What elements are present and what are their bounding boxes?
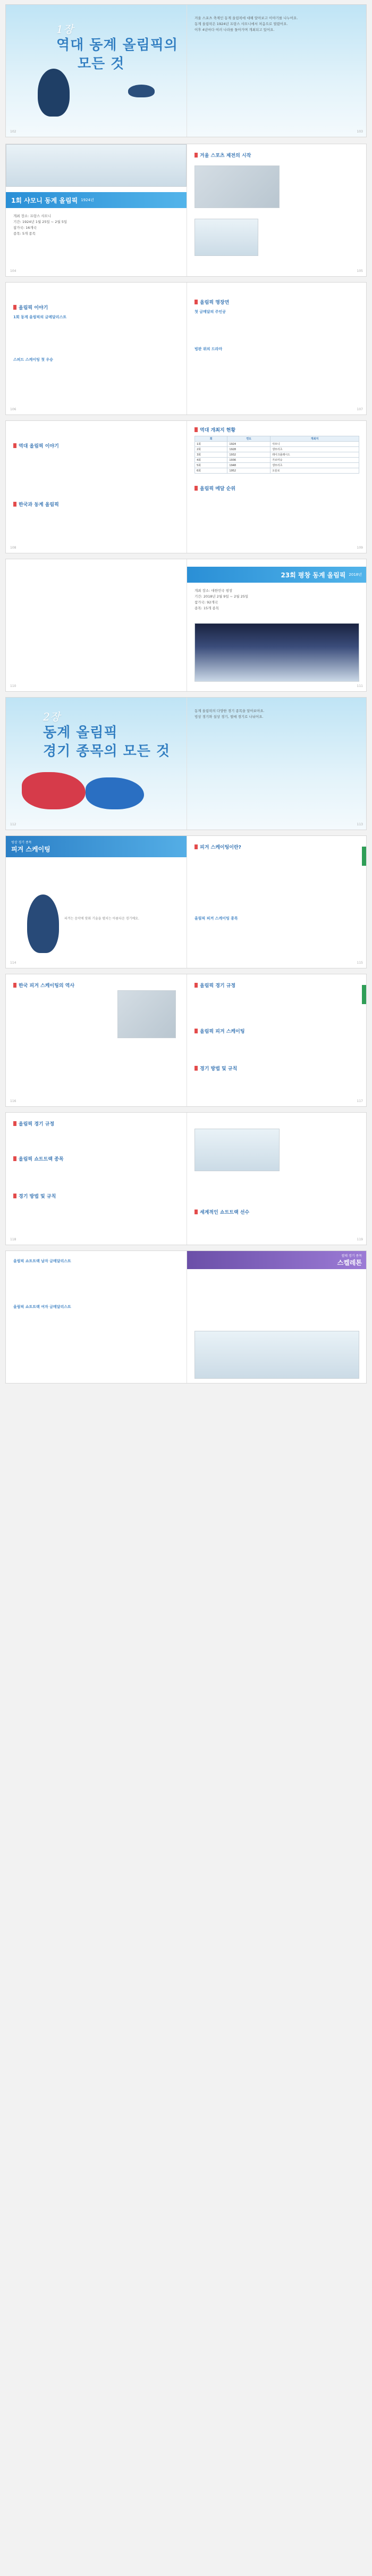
- page-left: [6, 974, 187, 1106]
- chapter-title-line-1: 동계 올림픽: [43, 725, 118, 741]
- section-kicker: 썰매 경기 종목: [341, 1254, 362, 1258]
- heading-flag-icon: [195, 844, 198, 849]
- chapter-title-line-2: 모든 것: [78, 56, 125, 72]
- section-heading: 겨울 스포츠 제전의 시작: [195, 152, 251, 159]
- sub-heading: 첫 금메달의 주인공: [195, 310, 226, 314]
- heading-flag-icon: [195, 1210, 198, 1214]
- page-left: [6, 559, 187, 691]
- section-heading: 올림픽 피겨 스케이팅: [195, 1028, 245, 1034]
- chapter-side-tab: [362, 847, 367, 866]
- section-heading: 역대 올림픽 이야기: [13, 442, 59, 449]
- heading-flag-icon: [195, 153, 198, 158]
- heading-flag-icon: [13, 1121, 16, 1126]
- heading-flag-icon: [13, 502, 16, 507]
- event-info: [195, 588, 359, 611]
- page-number: 107: [357, 408, 363, 411]
- page-number: 114: [10, 961, 16, 965]
- info-line: 참가국: 92개국: [195, 600, 218, 604]
- section-year: 1924년: [81, 198, 94, 202]
- ski-jumper-illustration: [128, 85, 155, 97]
- chapter-tag: 1장: [56, 23, 74, 36]
- page-number: 117: [357, 1099, 363, 1103]
- page-left: [6, 1113, 187, 1245]
- page-number: 110: [10, 684, 16, 688]
- section-title-bar: [6, 192, 187, 208]
- sub-heading: 올림픽 쇼트트랙 남자 금메달리스트: [13, 1259, 71, 1263]
- intro-line: 동계 올림픽은 1924년 프랑스 샤모니에서 처음으로 열렸어요.: [195, 22, 288, 26]
- page-number: 103: [357, 130, 363, 134]
- info-line: 개최 장소: 프랑스 샤모니: [13, 214, 52, 218]
- table-heading: 역대 개최지 현황: [195, 426, 235, 433]
- info-line: 개최 장소: 대한민국 평창: [195, 589, 233, 593]
- chapter-heading: [43, 708, 170, 761]
- page-number: 102: [10, 130, 16, 134]
- section-heading: 올림픽 명장면: [195, 299, 229, 305]
- skeleton-slider-photo: [195, 1331, 359, 1379]
- page-right: [187, 559, 367, 691]
- heading-flag-icon: [195, 427, 198, 432]
- curling-photo: [195, 165, 280, 208]
- table-row: 2회 1928 생모리츠: [195, 447, 359, 452]
- page-right: [187, 836, 367, 968]
- bobsled-photo: [195, 219, 258, 256]
- page-number: 108: [10, 546, 16, 550]
- skater-quote: 피겨는 음악에 맞춰 기술을 펼치는 아름다운 경기예요.: [64, 917, 139, 921]
- page-number: 112: [10, 823, 16, 826]
- section-heading: 올림픽 이야기: [13, 304, 48, 311]
- heading-flag-icon: [13, 1156, 16, 1161]
- heading-flag-icon: [195, 1029, 198, 1033]
- section-heading: 경기 방법 및 규칙: [13, 1192, 56, 1199]
- section-title: 1회 샤모니 동계 올림픽: [11, 196, 78, 204]
- section-heading: 세계적인 쇼트트랙 선수: [195, 1208, 249, 1215]
- page-right: [187, 1251, 367, 1383]
- spread-host-cities-table: [5, 420, 367, 553]
- page-right: [187, 698, 367, 830]
- info-line: 참가국: 16개국: [13, 226, 37, 230]
- page-left: [6, 698, 187, 830]
- page-right: [187, 283, 367, 415]
- info-line: 종목: 5개 종목: [13, 231, 36, 236]
- section-title-bar: [187, 567, 367, 583]
- intro-line: 겨울 스포츠 축제인 동계 올림픽에 대해 알아보고 이야기를 나누어요.: [195, 16, 298, 20]
- page-number: 106: [10, 408, 16, 411]
- athlete-portrait-photo: [117, 990, 176, 1038]
- chapter-heading: [56, 21, 178, 73]
- info-line: 기간: 1924년 1월 25일 ~ 2월 5일: [13, 220, 67, 224]
- table-row: 3회 1932 레이크플래시드: [195, 452, 359, 458]
- page-left: [6, 836, 187, 968]
- opening-ceremony-photo: [195, 623, 359, 682]
- page-number: 119: [357, 1238, 363, 1241]
- spread-short-track: [5, 1112, 367, 1245]
- page-number: 105: [357, 269, 363, 273]
- section-heading: 한국과 동계 올림픽: [13, 501, 59, 508]
- page-number: 113: [357, 823, 363, 826]
- sub-heading: 스피드 스케이팅 첫 우승: [13, 358, 53, 362]
- section-year: 2018년: [349, 573, 362, 577]
- section-heading: 올림픽 경기 규정: [13, 1120, 54, 1127]
- sub-heading: 올림픽 쇼트트랙 여자 금메달리스트: [13, 1305, 71, 1309]
- table-row: 4회 1936 가르미슈: [195, 458, 359, 463]
- table-row: 1회 1924 샤모니: [195, 442, 359, 447]
- intro-line: 동계 올림픽의 다양한 경기 종목을 알아보아요.: [195, 709, 265, 713]
- table-row: 6회 1952 오슬로: [195, 468, 359, 474]
- intro-line: 빙상 경기와 설상 경기, 썰매 경기로 나뉘어요.: [195, 715, 264, 719]
- chapter-tag: 2장: [43, 710, 61, 723]
- spread-chapter-2-opener: [5, 697, 367, 830]
- chapter-title-line-1: 역대 동계 올림픽의: [56, 37, 179, 53]
- intro-paragraph: [195, 708, 359, 720]
- heading-flag-icon: [13, 443, 16, 448]
- heading-flag-icon: [195, 300, 198, 304]
- section-heading: 한국 피겨 스케이팅의 역사: [13, 982, 74, 989]
- spread-olympic-stories: [5, 282, 367, 415]
- page-number: 111: [357, 684, 363, 688]
- section-title: 스켈레톤: [337, 1259, 362, 1266]
- page-right: [187, 974, 367, 1106]
- heading-flag-icon: [195, 486, 198, 491]
- section-title-band: [187, 1251, 367, 1269]
- sub-heading: 올림픽 피겨 스케이팅 종목: [195, 916, 238, 921]
- page-right: [187, 144, 367, 276]
- spread-chapter-1-opener: [5, 4, 367, 137]
- page-number: 104: [10, 269, 16, 273]
- section-heading: 피겨 스케이팅이란?: [195, 843, 241, 850]
- page-left: [6, 421, 187, 553]
- intro-paragraph: [195, 15, 359, 33]
- page-number: 115: [357, 961, 363, 965]
- page-left: [6, 5, 187, 137]
- winter-landscape-photo: [6, 144, 187, 187]
- chapter-title-line-2: 경기 종목의 모든 것: [43, 743, 171, 760]
- section-heading: 올림픽 경기 규정: [195, 982, 235, 989]
- page-number: 109: [357, 546, 363, 550]
- heading-flag-icon: [13, 1194, 16, 1198]
- chapter-side-tab: [362, 985, 367, 1004]
- spread-pyeongchang-2018: [5, 559, 367, 692]
- table-header-row: 회 연도 개최지: [195, 436, 359, 442]
- spread-chamonix-1924: [5, 144, 367, 277]
- section-title-bar: [6, 836, 187, 857]
- page-right: [187, 1113, 367, 1245]
- info-line: 종목: 15개 종목: [195, 606, 219, 610]
- spread-korean-figure-history: [5, 974, 367, 1107]
- page-left: [6, 283, 187, 415]
- section-kicker: 빙상 경기 종목: [11, 841, 32, 844]
- page-left: [6, 144, 187, 276]
- event-info: [13, 213, 178, 237]
- section-heading: 경기 방법 및 규칙: [195, 1065, 237, 1072]
- section-heading: 올림픽 쇼트트랙 종목: [13, 1155, 64, 1162]
- skater-figure-illustration: [38, 69, 70, 117]
- page-right: [187, 421, 367, 553]
- heading-flag-icon: [13, 305, 16, 310]
- section-title: 23회 평창 동계 올림픽: [281, 571, 346, 579]
- sub-heading: 빙판 위의 드라마: [195, 347, 223, 351]
- intro-line: 이후 4년마다 여러 나라를 돌아가며 개최되고 있어요.: [195, 28, 275, 32]
- page-right: [187, 5, 367, 137]
- heading-flag-icon: [195, 983, 198, 988]
- section-heading: 올림픽 메달 순위: [195, 485, 235, 492]
- spread-skeleton: [5, 1250, 367, 1384]
- table-row: 5회 1948 생모리츠: [195, 463, 359, 468]
- heading-flag-icon: [13, 983, 16, 988]
- short-track-race-photo: [195, 1129, 280, 1171]
- figure-skater-photo: [27, 894, 59, 953]
- info-line: 기간: 2018년 2월 9일 ~ 2월 25일: [195, 594, 249, 599]
- heading-flag-icon: [195, 1066, 198, 1071]
- host-cities-table: [195, 436, 359, 474]
- sub-heading: 1회 동계 올림픽의 금메달리스트: [13, 315, 67, 319]
- spread-figure-skating: [5, 835, 367, 968]
- page-number: 116: [10, 1099, 16, 1103]
- page-left: [6, 1251, 187, 1383]
- section-title: 피겨 스케이팅: [11, 846, 50, 853]
- page-number: 118: [10, 1238, 16, 1241]
